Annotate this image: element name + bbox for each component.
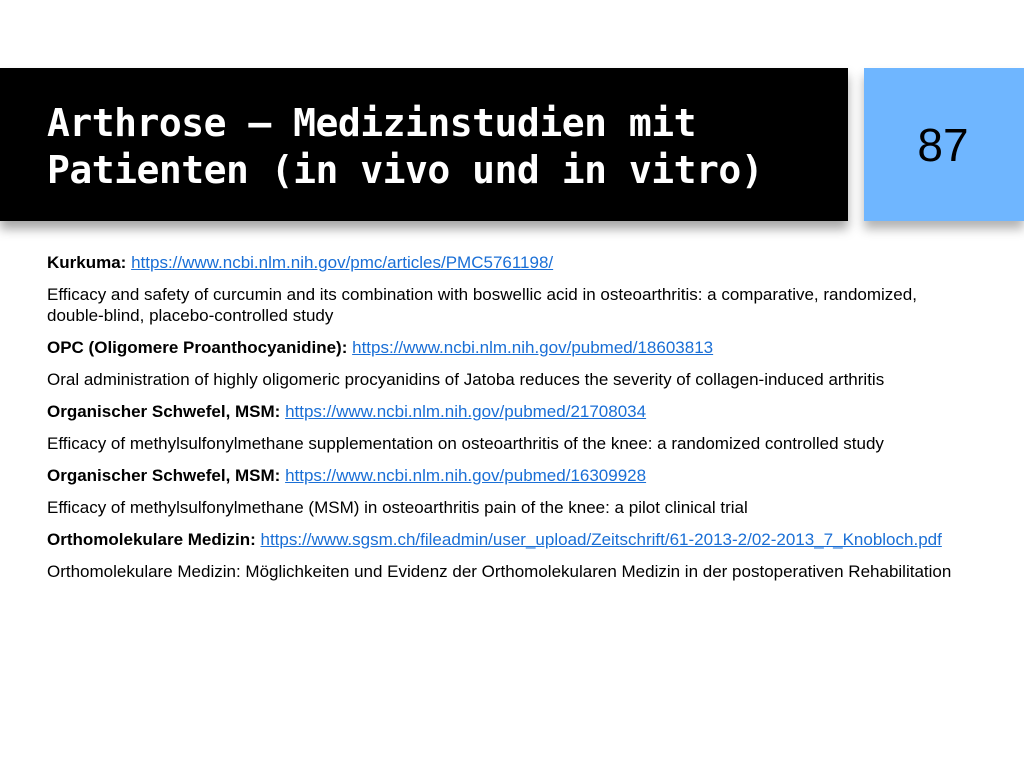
- reference-label: OPC (Oligomere Proanthocyanidine):: [47, 338, 348, 357]
- reference-label: Orthomolekulare Medizin:: [47, 530, 256, 549]
- reference-label: Kurkuma:: [47, 253, 127, 272]
- study-title: Efficacy and safety of curcumin and its combination with boswellic acid in osteoarthritis: a comparative, randomized, double-blind, placebo-controlled study: [47, 285, 917, 325]
- title-bar: [0, 68, 848, 221]
- page-number-box: [864, 68, 1024, 221]
- reference-label: Organischer Schwefel, MSM:: [47, 402, 281, 421]
- study-title: Efficacy of methylsulfonylmethane supplementation on osteoarthritis of the knee: a randomized controlled study: [47, 434, 884, 453]
- reference-entry: [47, 252, 967, 273]
- reference-link[interactable]: https://www.sgsm.ch/fileadmin/user_upload/Zeitschrift/61-2013-2/02-2013_7_Knobloch.pdf: [260, 530, 942, 549]
- study-title: Oral administration of highly oligomeric procyanidins of Jatoba reduces the severity of collagen-induced arthritis: [47, 370, 885, 389]
- slide-title: Arthrose – Medizinstudien mit Patienten (in vivo und in vitro): [47, 101, 764, 192]
- reference-label: Organischer Schwefel, MSM:: [47, 466, 281, 485]
- study-title: Efficacy of methylsulfonylmethane (MSM) in osteoarthritis pain of the knee: a pilot clinical trial: [47, 498, 748, 517]
- reference-entry: [47, 401, 967, 422]
- page-number: 87: [917, 119, 969, 171]
- study-title: Orthomolekulare Medizin: Möglichkeiten und Evidenz der Orthomolekularen Medizin in der postoperativen Rehabilitation: [47, 562, 952, 581]
- reference-link[interactable]: https://www.ncbi.nlm.nih.gov/pmc/articles/PMC5761198/: [131, 253, 554, 272]
- reference-link[interactable]: https://www.ncbi.nlm.nih.gov/pubmed/18603813: [352, 338, 714, 357]
- reference-link[interactable]: https://www.ncbi.nlm.nih.gov/pubmed/16309928: [285, 466, 647, 485]
- reference-link[interactable]: https://www.ncbi.nlm.nih.gov/pubmed/21708034: [285, 402, 647, 421]
- reference-entry: [47, 337, 967, 358]
- reference-list: [47, 252, 967, 593]
- reference-entry: [47, 529, 967, 550]
- reference-entry: [47, 465, 967, 486]
